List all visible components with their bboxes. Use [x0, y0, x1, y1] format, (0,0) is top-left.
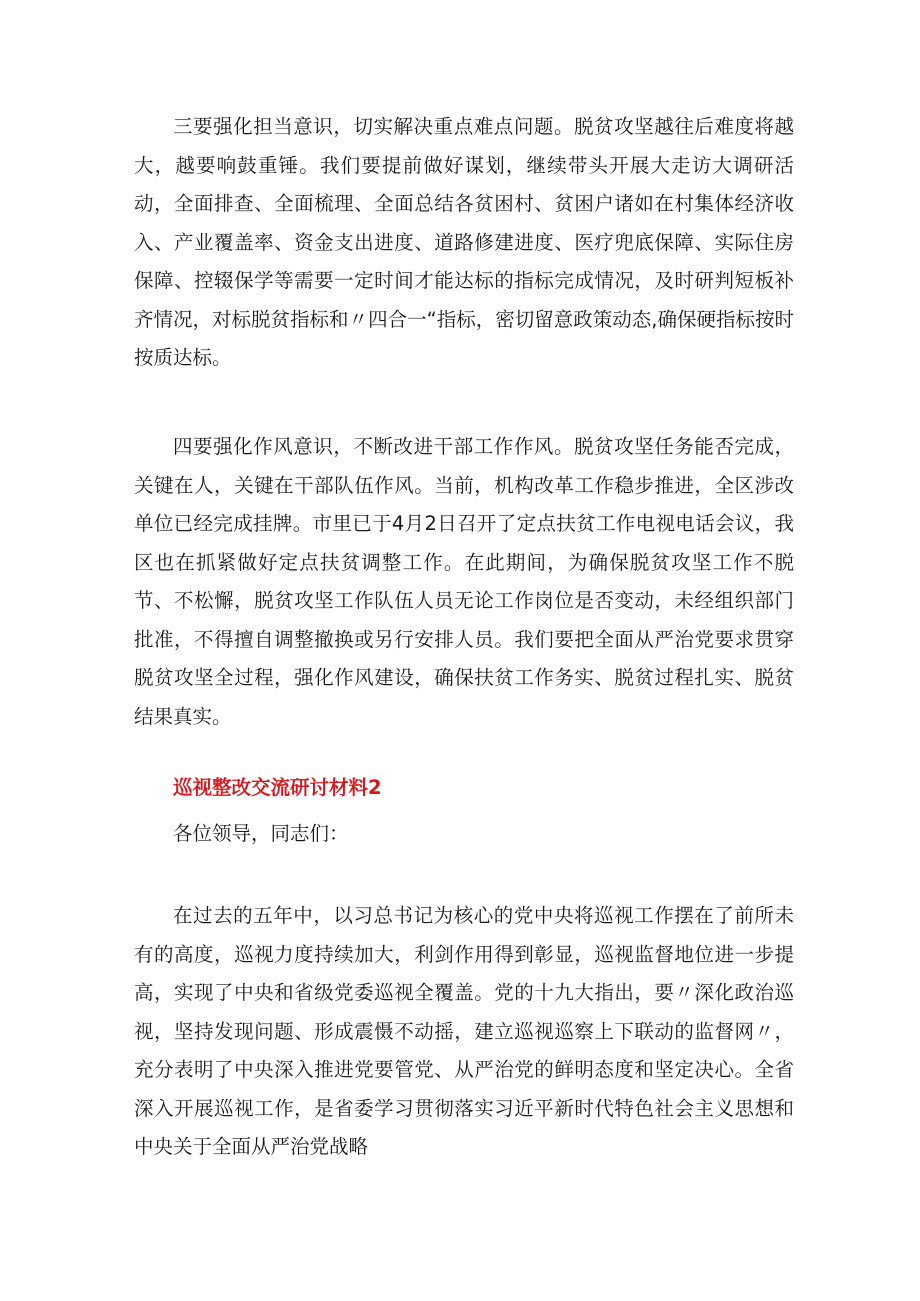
paragraph-work-style: 四要强化作风意识，不断改进干部工作作风。脱贫攻坚任务能否完成，关键在人，关键在干部队伍作风。当前，机构改革工作稳步推进，全区涉改单位已经完成挂牌。市里已于4月2日召开了定点扶贫工作电视电话会议，我区也在抓紧做好定点扶贫调整工作。在此期间，为确保脱贫攻坚工作不脱节、不松懈，脱贫攻坚工作队伍人员无论工作岗位是否变动，未经组织部门批准，不得擅自调整撤换或另行安排人员。我们要把全面从严治党要求贯穿脱贫攻坚全过程，强化作风建设，确保扶贫工作务实、脱贫过程扎实、脱贫结果真实。	[134, 435, 794, 728]
section-heading: 巡视整改交流研讨材料2	[173, 776, 382, 799]
salutation: 各位领导，同志们：	[173, 822, 349, 845]
paragraph-inspection-work: 在过去的五年中，以习总书记为核心的党中央将巡视工作摆在了前所未有的高度，巡视力度持续加大，利剑作用得到彰显，巡视监督地位进一步提高，实现了中央和省级党委巡视全覆盖。党的十九大指出，要〃深化政治巡视，坚持发现问题、形成震慑不动摇，建立巡视巡察上下联动的监督网〃，充分表明了中央深入推进党要管党、从严治党的鲜明态度和坚定决心。全省深入开展巡视工作，是省委学习贯彻落实习近平新时代特色社会主义思想和中央关于全面从严治党战略	[134, 904, 794, 1158]
paragraph-poverty-responsibility: 三要强化担当意识，切实解决重点难点问题。脱贫攻坚越往后难度将越大，越要响鼓重锤。我们要提前做好谋划，继续带头开展大走访大调研活动，全面排查、全面梳理、全面总结各贫困村、贫困户诸如在村集体经济收入、产业覆盖率、资金支出进度、道路修建进度、医疗兜底保障、实际住房保障、控辍保学等需要一定时间才能达标的指标完成情况，及时研判短板补齐情况，对标脱贫指标和〃四合一“指标，密切留意政策动态,确保硬指标按时按质达标。	[134, 115, 794, 369]
